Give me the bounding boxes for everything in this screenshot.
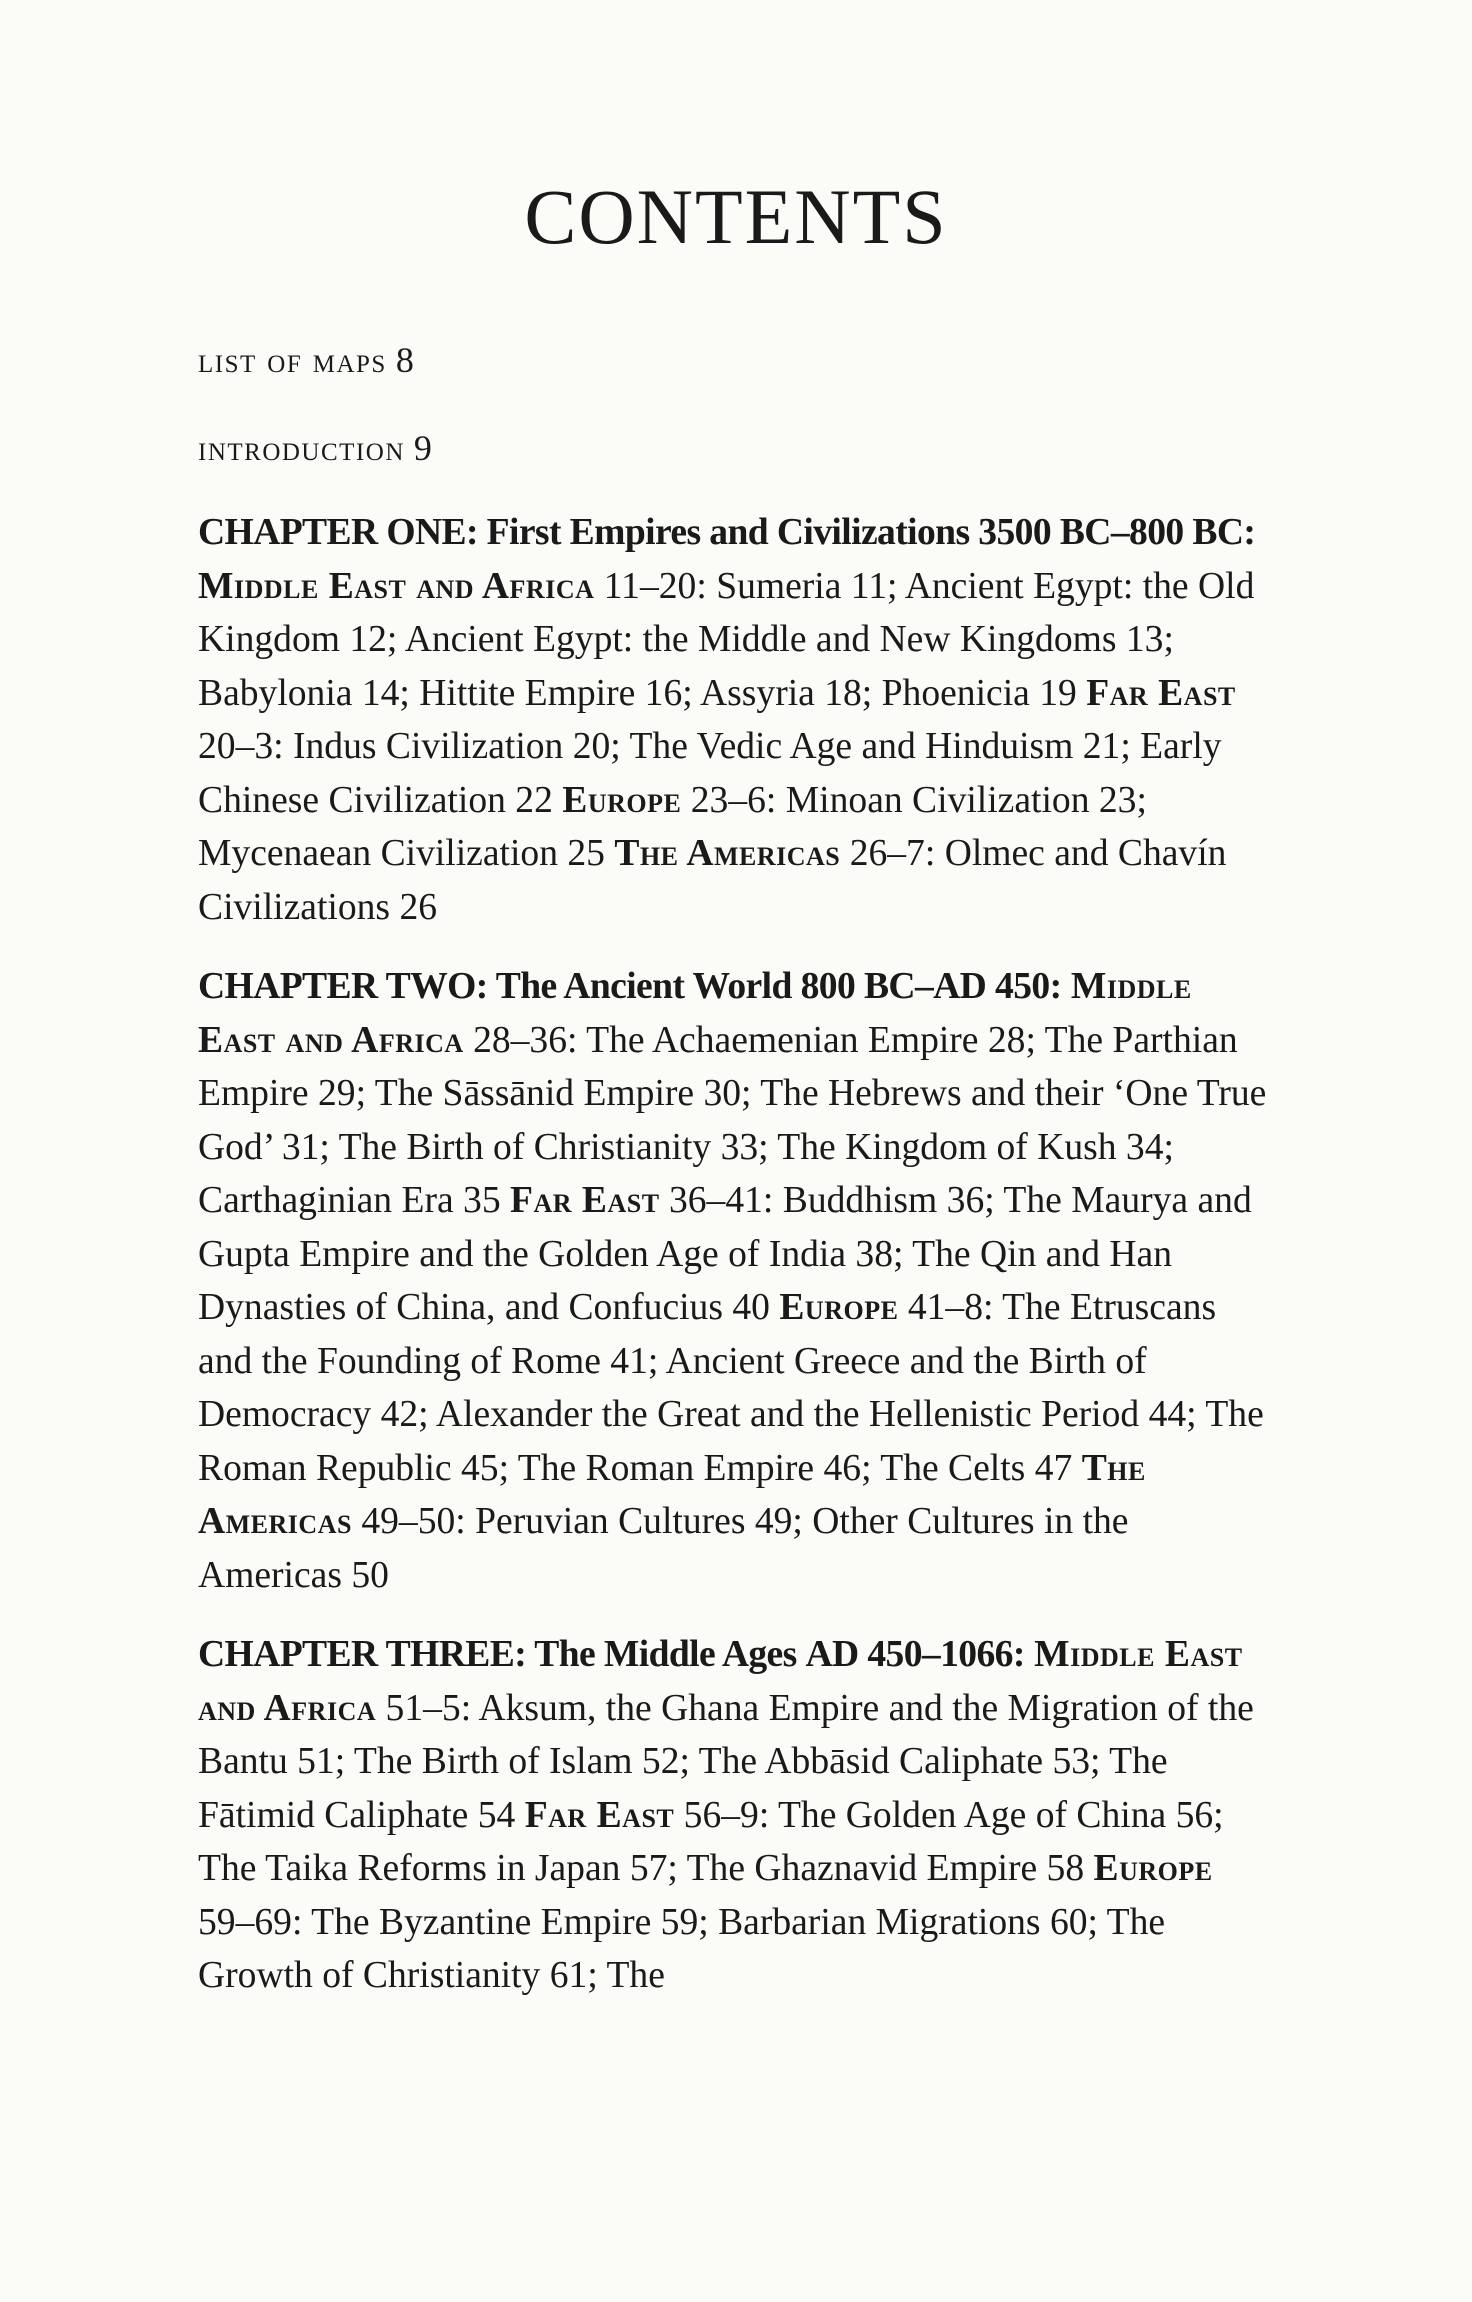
section-entries: Aksum, the Ghana Empire and the Migration of the Bantu 51; The Birth of Islam 52; The Abbāsid Caliphate 53; The Fātimid Caliphate 54 (198, 1687, 1254, 1836)
chapter-heading: CHAPTER ONE: First Empires and Civilizations 3500 BC–800 BC: (198, 512, 1256, 553)
introduction-label: introduction (198, 428, 405, 468)
chapter-heading-text: CHAPTER ONE: First Empires and Civilizations (198, 512, 970, 553)
chapter-dates: 800 BC–AD 450 (800, 966, 1050, 1007)
chapter-heading: CHAPTER TWO: The Ancient World 800 BC–AD 450: (198, 966, 1062, 1007)
section-pages: 23–6 (690, 779, 766, 821)
section-pages: 51–5 (385, 1687, 461, 1729)
introduction-entry (198, 430, 432, 466)
section-pages: 28–36 (473, 1019, 568, 1061)
chapter-dates: 3500 BC–800 BC (978, 512, 1244, 553)
list-of-maps-label: list of maps (198, 340, 387, 380)
section-pages: 41–8 (907, 1287, 983, 1328)
section-entries: Sumeria 11; Ancient Egypt: the Old Kingdom 12; Ancient Egypt: the Middle and New Kingdoms 13; Babylonia 14; Hittite Empire 16; Assyria 18; Phoenicia 19 (198, 565, 1255, 714)
section-entries: The Achaemenian Empire 28; The Parthian Empire 29; The Sāssānid Empire 30; The Hebrews and their ‘One True God’ 31; The Birth of Christianity 33; The Kingdom of Kush 34; Carthaginian Era 35 (198, 1019, 1267, 1221)
section-entries: Indus Civilization 20; The Vedic Age and Hinduism 21; Early Chinese Civilization 22 (198, 726, 1222, 821)
section-entries: Olmec and Chavín Civilizations 26 (198, 833, 1227, 928)
section-region: Middle East and Africa (198, 966, 1192, 1061)
section-entries: Minoan Civilization 23; Mycenaean Civilization 25 (198, 779, 1147, 874)
section-entries: Peruvian Cultures 49; Other Cultures in the Americas 50 (198, 1501, 1129, 1596)
section-region: Europe (779, 1287, 899, 1328)
section-region: The Americas (614, 833, 841, 874)
introduction-page: 9 (413, 428, 432, 468)
section-region: Far East (524, 1794, 675, 1836)
section-region: Europe (562, 779, 682, 821)
section-region: Middle East and Africa (198, 565, 595, 607)
list-of-maps-entry (198, 342, 414, 378)
section-region: Far East (1086, 672, 1236, 714)
page-title: CONTENTS (524, 173, 948, 260)
section-region: The Americas (198, 1447, 1146, 1542)
section-entries: The Golden Age of China 56; The Taika Reforms in Japan 57; The Ghaznavid Empire 58 (198, 1794, 1224, 1889)
section-entries: The Etruscans and the Founding of Rome 41; Ancient Greece and the Birth of Democracy 42; Alexander the Great and the Hellenistic Period 44; The Roman Republic 45; The Roman Empire 46; The Celts 47 (198, 1287, 1264, 1489)
chapter-heading: CHAPTER THREE: The Middle Ages AD 450–1066: (198, 1634, 1025, 1675)
section-pages: 59–69 (198, 1901, 292, 1943)
chapter-two: CHAPTER TWO: The Ancient World 800 BC–AD 450: Middle East and Africa 28–36: The Achaemenian Empire 28; The Parthian Empire 29; The Sāssānid Empire 30; The Hebrews and their ‘One True God’ 31; The Birth of Christianity 33; The Kingdom of Kush 34; Carthaginian Era 35 Far East 36–41: Buddhism 36; The Maurya and Gupta Empire and the Golden Age of India 38; The Qin and Han Dynasties of China, and Confucius 40 Europe 41–8: The Etruscans and the Founding of Rome 41; Ancient Greece and the Birth of Democracy 42; Alexander the Great and the Hellenistic Period 44; The Roman Republic 45; The Roman Empire 46; The Celts 47 The Americas 49–50: Peruvian Cultures 49; Other Cultures in the Americas 50 (198, 966, 1267, 1596)
chapter-one: CHAPTER ONE: First Empires and Civilizations 3500 BC–800 BC: Middle East and Africa 11–20: Sumeria 11; Ancient Egypt: the Old Kingdom 12; Ancient Egypt: the Middle and New Kingdoms 13; Babylonia 14; Hittite Empire 16; Assyria 18; Phoenicia 19 Far East 20–3: Indus Civilization 20; The Vedic Age and Hinduism 21; Early Chinese Civilization 22 Europe 23–6: Minoan Civilization 23; Mycenaean Civilization 25 The Americas 26–7: Olmec and Chavín Civilizations 26 (198, 512, 1256, 928)
chapter-dates: AD 450–1066 (805, 1634, 1013, 1675)
section-pages: 11–20 (603, 565, 697, 607)
section-region: Far East (510, 1180, 660, 1221)
section-region: Middle East and Africa (198, 1634, 1243, 1729)
section-pages: 49–50 (361, 1501, 456, 1542)
section-entries: Buddhism 36; The Maurya and Gupta Empire and the Golden Age of India 38; The Qin and Han Dynasties of China, and Confucius 40 (198, 1180, 1252, 1328)
chapter-heading-text: CHAPTER TWO: The Ancient World (198, 966, 792, 1007)
section-pages: 56–9 (683, 1794, 759, 1836)
chapter-list (198, 506, 1278, 2029)
section-pages: 36–41 (668, 1180, 763, 1221)
section-pages: 26–7 (849, 833, 925, 874)
section-region: Europe (1093, 1848, 1213, 1889)
list-of-maps-page: 8 (395, 340, 414, 380)
section-pages: 20–3 (198, 726, 274, 767)
chapter-heading-text: CHAPTER THREE: The Middle Ages (198, 1634, 797, 1675)
chapter-three: CHAPTER THREE: The Middle Ages AD 450–1066: Middle East and Africa 51–5: Aksum, the Ghana Empire and the Migration of the Bantu 51; The Birth of Islam 52; The Abbāsid Caliphate 53; The Fātimid Caliphate 54 Far East 56–9: The Golden Age of China 56; The Taika Reforms in Japan 57; The Ghaznavid Empire 58 Europe 59–69: The Byzantine Empire 59; Barbarian Migrations 60; The Growth of Christianity 61; The (198, 1634, 1254, 1996)
section-entries: The Byzantine Empire 59; Barbarian Migrations 60; The Growth of Christianity 61; The (198, 1901, 1166, 1996)
